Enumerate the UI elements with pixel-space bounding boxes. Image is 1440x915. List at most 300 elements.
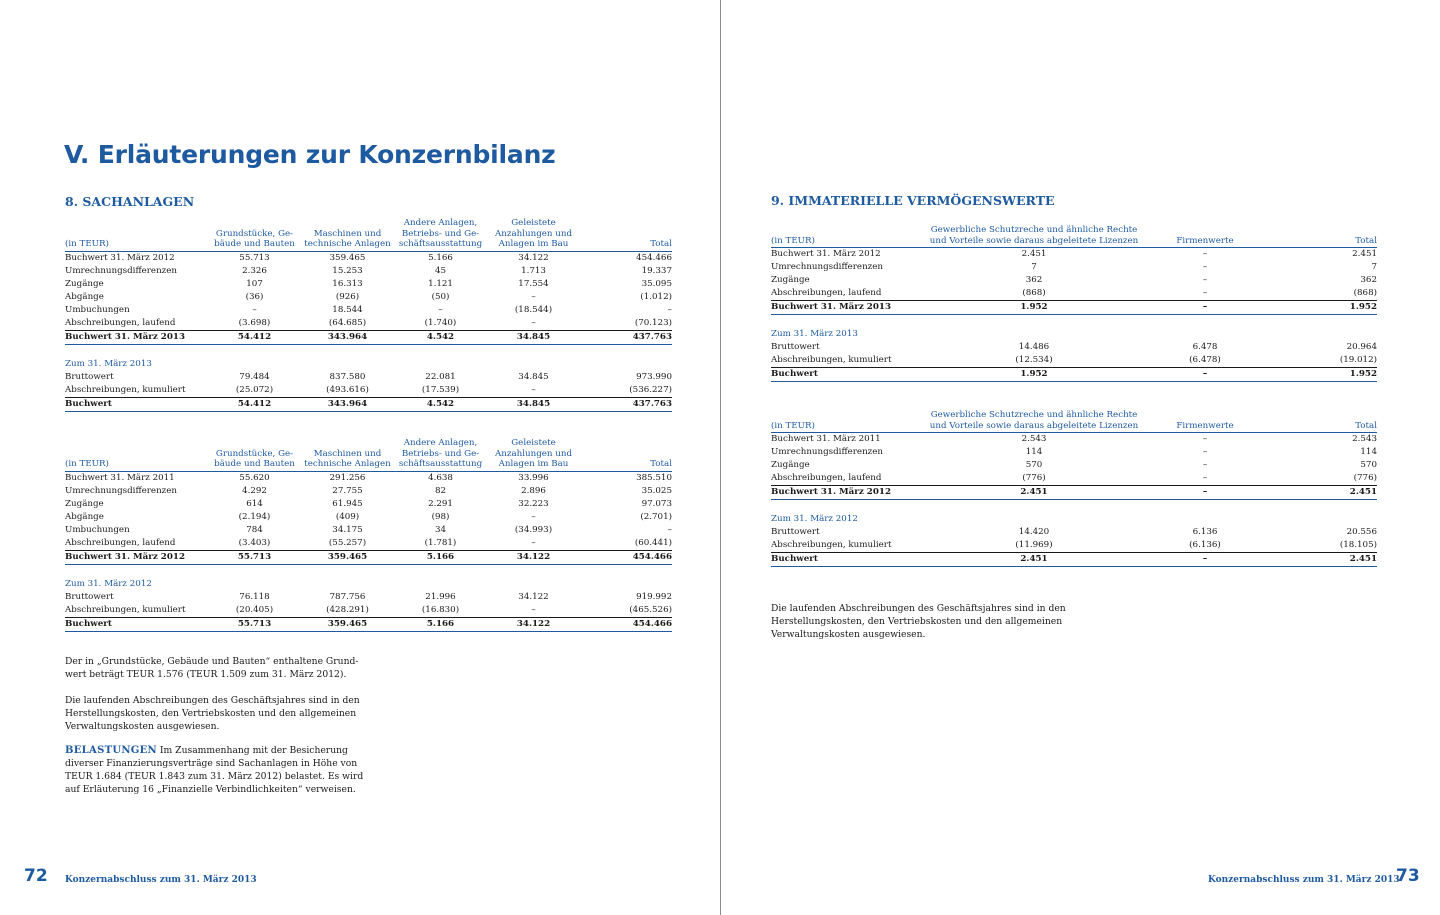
paragraph-line: Verwaltungskosten ausgewiesen. <box>65 721 220 732</box>
row-value: 34 <box>434 524 447 535</box>
header-line: Betriebs- und Ge- <box>401 228 480 239</box>
header-line: Anlagen im Bau <box>498 459 569 469</box>
row-value: (1.012) <box>640 291 672 302</box>
row-value: (70.123) <box>634 317 672 328</box>
column-header <box>301 218 394 251</box>
row-value: – <box>1202 288 1208 298</box>
table-row <box>65 330 672 344</box>
row-label: Abgänge <box>65 511 104 522</box>
table-row <box>65 471 672 485</box>
row-value: 2.451 <box>919 553 1149 567</box>
row-value: 362 <box>1025 275 1043 285</box>
row-value: 343.964 <box>301 397 394 411</box>
row-value: 437.763 <box>580 330 672 344</box>
header-line: Geleistete <box>511 218 556 228</box>
column-header: Firmenwerte <box>1176 420 1234 431</box>
row-value: (18.544) <box>514 304 553 315</box>
table-row <box>771 553 1377 567</box>
row-value: 114 <box>1360 447 1377 457</box>
row-value: (6.478) <box>1189 355 1221 365</box>
row-label: Umrechnungsdifferenzen <box>771 262 883 272</box>
row-label: Buchwert <box>771 368 919 382</box>
column-header <box>394 218 487 251</box>
table-row <box>65 524 672 537</box>
row-value: (409) <box>335 511 360 522</box>
row-value: 2.326 <box>242 265 267 276</box>
row-value: (1.740) <box>424 317 457 328</box>
page-divider <box>720 0 721 915</box>
row-value: 7 <box>1031 262 1037 272</box>
row-value: (18.105) <box>1339 540 1377 550</box>
row-value: (493.616) <box>326 384 369 395</box>
row-value: 359.465 <box>301 617 394 631</box>
row-value: 291.256 <box>329 472 366 483</box>
row-value: – <box>1149 368 1261 382</box>
row-label: Abschreibungen, kumuliert <box>65 604 186 615</box>
row-value: 14.486 <box>1018 342 1050 352</box>
row-value: 454.466 <box>580 617 672 631</box>
table-row <box>65 371 672 384</box>
row-value: 4.638 <box>428 472 453 483</box>
paragraph-abschreibungen-right <box>771 602 1071 641</box>
header-line: Gewerbliche Schutzreche und ähnliche Rechte <box>930 410 1138 420</box>
row-label: Abschreibungen, laufend <box>771 288 882 298</box>
header-line: Maschinen und <box>313 228 382 239</box>
table-row <box>771 248 1377 262</box>
table-row <box>65 265 672 278</box>
row-value: (465.526) <box>629 604 672 615</box>
row-value: (926) <box>335 291 360 302</box>
table-row <box>65 291 672 304</box>
header-line: und Vorteile sowie daraus abgeleitete Lizenzen <box>929 235 1139 246</box>
row-label: Buchwert 31. März 2011 <box>771 434 881 444</box>
row-value: 570 <box>1025 460 1043 470</box>
row-value: 2.451 <box>1352 249 1377 259</box>
table-row <box>771 301 1377 315</box>
subhead-row <box>771 513 1377 526</box>
row-value: – <box>1202 434 1208 444</box>
row-value: 34.122 <box>487 617 580 631</box>
table-row <box>771 486 1377 500</box>
subhead-label: Zum 31. März 2013 <box>771 329 858 339</box>
row-value: 343.964 <box>301 330 394 344</box>
paragraph-grundwert <box>65 655 365 681</box>
row-value: (16.830) <box>421 604 460 615</box>
column-header <box>394 438 487 471</box>
header-line: Anzahlungen und <box>495 228 572 239</box>
row-value: 359.465 <box>301 550 394 564</box>
row-label: Buchwert 31. März 2013 <box>65 330 208 344</box>
column-header <box>208 218 301 251</box>
column-header <box>919 225 1149 248</box>
row-value: (2.701) <box>640 511 672 522</box>
row-value: – <box>1202 262 1208 272</box>
column-header <box>208 438 301 471</box>
row-value: 7 <box>1371 262 1377 272</box>
paragraph-line: TEUR 1.684 (TEUR 1.843 zum 31. März 2012) belastet. Es wird <box>65 771 364 782</box>
column-header <box>487 218 580 251</box>
table-row <box>65 317 672 331</box>
row-value: (428.291) <box>326 604 369 615</box>
runin-belastungen: BELASTUNGEN <box>65 745 157 756</box>
row-value: – <box>531 291 536 302</box>
row-value: – <box>531 317 536 328</box>
row-value: 34.845 <box>487 397 580 411</box>
column-header-total: Total <box>650 239 672 249</box>
row-value: 34.175 <box>332 524 363 535</box>
column-header <box>487 438 580 471</box>
row-value: 76.118 <box>239 591 270 602</box>
row-value: (3.698) <box>238 317 271 328</box>
row-value: 362 <box>1360 275 1377 285</box>
row-value: – <box>1149 486 1261 500</box>
table-row <box>771 539 1377 553</box>
row-value: (25.072) <box>235 384 274 395</box>
page-number-right: 73 <box>1396 866 1420 886</box>
row-value: 33.996 <box>518 472 549 483</box>
row-value: 2.896 <box>521 485 546 496</box>
row-value: – <box>531 604 536 615</box>
footer-right: Konzernabschluss zum 31. März 2013 <box>1208 875 1400 885</box>
paragraph-belastungen <box>65 744 365 796</box>
row-value: 6.136 <box>1192 527 1218 537</box>
unit-label: (in TEUR) <box>65 239 109 249</box>
row-label: Bruttowert <box>65 591 114 602</box>
subhead-label: Zum 31. März 2013 <box>65 358 152 369</box>
header-line: Andere Anlagen, <box>403 218 478 228</box>
header-line: bäude und Bauten <box>214 239 295 249</box>
row-label: Umrechnungsdifferenzen <box>65 485 177 496</box>
row-value: – <box>1202 249 1208 259</box>
row-label: Buchwert 31. März 2012 <box>771 486 919 500</box>
subhead-label: Zum 31. März 2012 <box>771 514 858 524</box>
immaterielle-table-2012 <box>771 410 1377 567</box>
row-value: (20.405) <box>235 604 274 615</box>
row-value: (776) <box>1022 473 1046 483</box>
row-label: Umrechnungsdifferenzen <box>65 265 177 276</box>
row-label: Buchwert 31. März 2012 <box>65 252 175 263</box>
table-row <box>771 354 1377 368</box>
row-value: 14.420 <box>1018 527 1050 537</box>
table-row <box>65 304 672 317</box>
row-value: (2.194) <box>238 511 271 522</box>
row-value: (36) <box>245 291 264 302</box>
header-line: Geleistete <box>511 438 556 448</box>
row-value: 54.412 <box>208 330 301 344</box>
row-value: – <box>1202 473 1208 483</box>
row-label: Abschreibungen, kumuliert <box>771 355 892 365</box>
row-value: 2.543 <box>1021 434 1047 444</box>
row-label: Zugänge <box>65 498 104 509</box>
row-value: 1.713 <box>521 265 546 276</box>
row-value: 16.313 <box>332 278 363 289</box>
row-value: 1.952 <box>919 301 1149 315</box>
row-label: Umbuchungen <box>65 304 130 315</box>
row-label: Buchwert <box>771 553 919 567</box>
row-label: Buchwert <box>65 397 208 411</box>
paragraph-line: diverser Finanzierungsverträge sind Sachanlagen in Höhe von <box>65 758 358 769</box>
header-line: und Vorteile sowie daraus abgeleitete Lizenzen <box>929 420 1139 431</box>
row-value: 570 <box>1360 460 1377 470</box>
row-label: Bruttowert <box>65 371 114 382</box>
row-label: Buchwert 31. März 2012 <box>771 249 881 259</box>
row-value: (1.781) <box>424 537 457 548</box>
row-value: – <box>438 304 443 315</box>
row-value: 2.451 <box>1021 249 1047 259</box>
row-value: – <box>531 511 536 522</box>
unit-label: (in TEUR) <box>771 420 815 431</box>
row-value: (536.227) <box>629 384 672 395</box>
table-row <box>65 604 672 618</box>
table-row <box>771 261 1377 274</box>
row-label: Abschreibungen, laufend <box>65 537 176 548</box>
unit-label: (in TEUR) <box>65 459 109 469</box>
row-value: 17.554 <box>518 278 549 289</box>
row-value: 787.756 <box>329 591 366 602</box>
table-row <box>771 459 1377 472</box>
row-label: Abgänge <box>65 291 104 302</box>
row-label: Bruttowert <box>771 527 820 537</box>
row-value: 107 <box>246 278 263 289</box>
row-value: 837.580 <box>329 371 366 382</box>
row-value: 454.466 <box>580 550 672 564</box>
table-row <box>771 433 1377 447</box>
row-value: 34.845 <box>487 330 580 344</box>
row-value: 4.542 <box>394 397 487 411</box>
row-value: 973.990 <box>636 371 672 382</box>
table-row <box>771 287 1377 301</box>
row-value: – <box>1149 553 1261 567</box>
page-number-left: 72 <box>24 866 48 886</box>
row-value: (776) <box>1353 473 1377 483</box>
header-line: schäftsausstattung <box>398 459 483 469</box>
header-line: technische Anlagen <box>304 239 391 249</box>
table-row <box>65 537 672 551</box>
section-title-sachanlagen: 8. SACHANLAGEN <box>65 194 195 209</box>
row-value: (868) <box>1022 288 1046 298</box>
subhead-row <box>65 358 672 371</box>
row-value: 55.713 <box>208 550 301 564</box>
row-value: (60.441) <box>634 537 672 548</box>
row-label: Buchwert <box>65 617 208 631</box>
row-value: – <box>531 537 536 548</box>
table-row <box>65 278 672 291</box>
paragraph-line: Herstellungskosten, den Vertriebskosten und den allgemeinen <box>65 708 357 719</box>
row-value: 32.223 <box>518 498 549 509</box>
row-value: (868) <box>1353 288 1377 298</box>
table-row <box>65 591 672 604</box>
table-row <box>771 472 1377 486</box>
subhead-label: Zum 31. März 2012 <box>65 578 152 589</box>
row-value: 784 <box>246 524 263 535</box>
table-row <box>771 274 1377 287</box>
row-value: (11.969) <box>1015 540 1053 550</box>
column-header-total: Total <box>1355 420 1377 431</box>
sachanlagen-table-2012 <box>65 438 672 632</box>
row-value: 114 <box>1025 447 1043 457</box>
table-row <box>65 550 672 564</box>
table-row <box>771 368 1377 382</box>
row-value: – <box>1202 275 1208 285</box>
paragraph-line: Die laufenden Abschreibungen des Geschäftsjahres sind in den <box>65 695 360 706</box>
row-label: Zugänge <box>771 460 810 470</box>
row-value: 15.253 <box>332 265 363 276</box>
header-line: Grundstücke, Ge- <box>215 228 294 239</box>
row-label: Umrechnungsdifferenzen <box>771 447 883 457</box>
row-value: 55.713 <box>239 252 270 263</box>
table-row <box>771 526 1377 539</box>
header-line: bäude und Bauten <box>214 459 295 469</box>
row-value: – <box>1149 301 1261 315</box>
paragraph-line: Herstellungskosten, den Vertriebskosten und den allgemeinen <box>771 616 1063 627</box>
unit-label: (in TEUR) <box>771 235 815 246</box>
row-value: 34.122 <box>518 252 549 263</box>
row-value: 1.952 <box>1261 301 1377 315</box>
row-value: – <box>1202 447 1208 457</box>
row-value: 359.465 <box>329 252 366 263</box>
row-value: 19.337 <box>641 265 672 276</box>
row-value: 454.466 <box>636 252 672 263</box>
row-value: 4.292 <box>242 485 267 496</box>
row-value: 22.081 <box>425 371 456 382</box>
subhead-row <box>771 328 1377 341</box>
table-row <box>65 251 672 265</box>
row-label: Abschreibungen, laufend <box>65 317 176 328</box>
subhead-row <box>65 578 672 591</box>
row-value: (64.685) <box>328 317 367 328</box>
header-line: Grundstücke, Ge- <box>215 448 294 459</box>
table-row <box>65 511 672 524</box>
row-value: – <box>1202 460 1208 470</box>
header-line: Anlagen im Bau <box>498 239 569 249</box>
row-label: Buchwert 31. März 2013 <box>771 301 919 315</box>
row-value: 2.543 <box>1352 434 1377 444</box>
column-header-total: Total <box>1355 235 1377 246</box>
header-line: schäftsausstattung <box>398 239 483 249</box>
row-value: 82 <box>434 485 447 496</box>
table-row <box>65 397 672 411</box>
row-value: 34.122 <box>518 591 549 602</box>
row-value: 79.484 <box>239 371 270 382</box>
paragraph-line: Verwaltungskosten ausgewiesen. <box>771 629 926 640</box>
chapter-title: V. Erläuterungen zur Konzernbilanz <box>64 140 556 169</box>
row-value: 2.451 <box>1261 553 1377 567</box>
paragraph-abschreibungen <box>65 694 365 733</box>
row-value: (98) <box>431 511 450 522</box>
row-value: 6.478 <box>1192 342 1218 352</box>
row-value: 437.763 <box>580 397 672 411</box>
row-value: (50) <box>431 291 450 302</box>
row-value: 2.451 <box>1261 486 1377 500</box>
immaterielle-table-2013 <box>771 225 1377 382</box>
sachanlagen-table-2013 <box>65 218 672 412</box>
row-value: 21.996 <box>425 591 456 602</box>
column-header: Firmenwerte <box>1176 235 1234 246</box>
row-value: 2.451 <box>919 486 1149 500</box>
header-line: Andere Anlagen, <box>403 438 478 448</box>
row-value: 54.412 <box>208 397 301 411</box>
header-line: Gewerbliche Schutzreche und ähnliche Rechte <box>930 225 1138 235</box>
table-row <box>771 446 1377 459</box>
row-value: – <box>531 384 536 395</box>
header-line: technische Anlagen <box>304 459 391 469</box>
row-value: 1.952 <box>919 368 1149 382</box>
paragraph-line: Die laufenden Abschreibungen des Geschäftsjahres sind in den <box>771 603 1066 614</box>
column-header <box>301 438 394 471</box>
section-title-immaterielle: 9. IMMATERIELLE VERMÖGENSWERTE <box>771 193 1055 208</box>
paragraph-line: wert beträgt TEUR 1.576 (TEUR 1.509 zum 31. März 2012). <box>65 669 347 680</box>
row-value: 20.964 <box>1346 342 1377 352</box>
row-value: 35.025 <box>641 485 672 496</box>
footer-left: Konzernabschluss zum 31. März 2013 <box>65 875 257 885</box>
row-label: Zugänge <box>771 275 810 285</box>
row-value: 20.556 <box>1346 527 1377 537</box>
row-value: 385.510 <box>636 472 672 483</box>
row-value: 35.095 <box>641 278 672 289</box>
row-value: 18.544 <box>332 304 363 315</box>
row-value: (34.993) <box>514 524 553 535</box>
row-value: (17.539) <box>421 384 460 395</box>
row-label: Buchwert 31. März 2012 <box>65 550 208 564</box>
header-line: Anzahlungen und <box>495 448 572 459</box>
row-value: 55.713 <box>208 617 301 631</box>
row-value: 1.121 <box>428 278 453 289</box>
row-value: – <box>667 524 672 535</box>
table-row <box>65 384 672 398</box>
row-value: 34.845 <box>518 371 549 382</box>
row-value: (55.257) <box>328 537 367 548</box>
row-value: 5.166 <box>394 617 487 631</box>
row-value: 45 <box>434 265 447 276</box>
row-value: 2.291 <box>428 498 453 509</box>
row-value: 1.952 <box>1261 368 1377 382</box>
table-row <box>771 341 1377 354</box>
row-value: 97.073 <box>641 498 672 509</box>
row-label: Abschreibungen, kumuliert <box>771 540 892 550</box>
paragraph-line: Im Zusammenhang mit der Besicherung <box>157 745 348 756</box>
row-label: Buchwert 31. März 2011 <box>65 472 175 483</box>
paragraph-line: Der in „Grundstücke, Gebäude und Bauten“ enthaltene Grund- <box>65 656 359 667</box>
row-label: Zugänge <box>65 278 104 289</box>
row-label: Umbuchungen <box>65 524 130 535</box>
row-value: (6.136) <box>1189 540 1221 550</box>
row-label: Abschreibungen, laufend <box>771 473 882 483</box>
table-row <box>65 485 672 498</box>
paragraph-line: auf Erläuterung 16 „Finanzielle Verbindlichkeiten“ verweisen. <box>65 784 356 795</box>
row-label: Bruttowert <box>771 342 820 352</box>
row-value: (12.534) <box>1015 355 1053 365</box>
row-value: 55.620 <box>239 472 270 483</box>
row-value: 919.992 <box>636 591 672 602</box>
row-value: 5.166 <box>428 252 453 263</box>
row-label: Abschreibungen, kumuliert <box>65 384 186 395</box>
row-value: (19.012) <box>1339 355 1377 365</box>
row-value: 27.755 <box>332 485 363 496</box>
column-header <box>919 410 1149 433</box>
header-line: Maschinen und <box>313 448 382 459</box>
row-value: 61.945 <box>332 498 363 509</box>
row-value: – <box>252 304 257 315</box>
row-value: (3.403) <box>238 537 271 548</box>
table-row <box>65 498 672 511</box>
row-value: 5.166 <box>394 550 487 564</box>
column-header-total: Total <box>650 459 672 469</box>
header-line: Betriebs- und Ge- <box>401 448 480 459</box>
row-value: 34.122 <box>487 550 580 564</box>
row-value: – <box>667 304 672 315</box>
row-value: 4.542 <box>394 330 487 344</box>
table-row <box>65 617 672 631</box>
